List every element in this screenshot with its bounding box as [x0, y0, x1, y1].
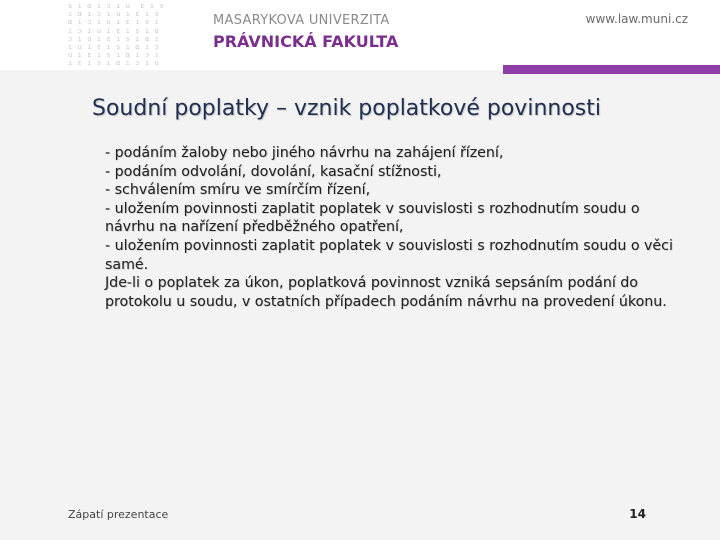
page-number: 14 — [629, 507, 646, 521]
slide-title: Soudní poplatky – vznik poplatkové povinnosti — [92, 96, 601, 121]
accent-bar — [503, 65, 720, 74]
content-line: - schválením smíru ve smírčím řízení, — [105, 182, 371, 199]
content-line: - podáním žaloby nebo jiného návrhu na zahájení řízení, — [105, 145, 504, 161]
header — [0, 0, 720, 70]
footer-text: Zápatí prezentace — [68, 508, 169, 521]
content-line: Jde-li o poplatek za úkon, poplatková povinnost vzniká sepsáním podání do protokolu u soudu, v ostatních případech podáním návrhu na provedení úkonu. — [105, 275, 667, 310]
content-line: - uložením povinnosti zaplatit poplatek v souvislosti s rozhodnutím soudu o návrhu na nařízení předběžného opatření, — [105, 200, 640, 236]
website-link[interactable]: www.law.muni.cz — [585, 12, 688, 26]
university-name: MASARYKOVA UNIVERZITA — [213, 13, 390, 28]
logo-pattern: s ı α ı ɔ ı u ɛ ı s ı α ı ɔ ı u ı ɛ ı s α ı ɔ ı u ı ɛ ı s ı ı ɔ ı u ı ɛ ı s ı α ɔ ı u ı ɛ ı s ı α ı ı u ı ɛ ı s ı α ı ɔ u ı ɛ ı s ı α ı ɔ ı ı ɛ ı s ı α ı ɔ ı u — [68, 2, 165, 68]
content-line: - podáním odvolání, dovolání, kasační stížnosti, — [105, 163, 442, 180]
slide-content — [105, 144, 680, 311]
content-line: - uložením povinnosti zaplatit poplatek v souvislosti s rozhodnutím soudu o věci samé. — [105, 237, 673, 273]
faculty-name: PRÁVNICKÁ FAKULTA — [213, 32, 399, 51]
